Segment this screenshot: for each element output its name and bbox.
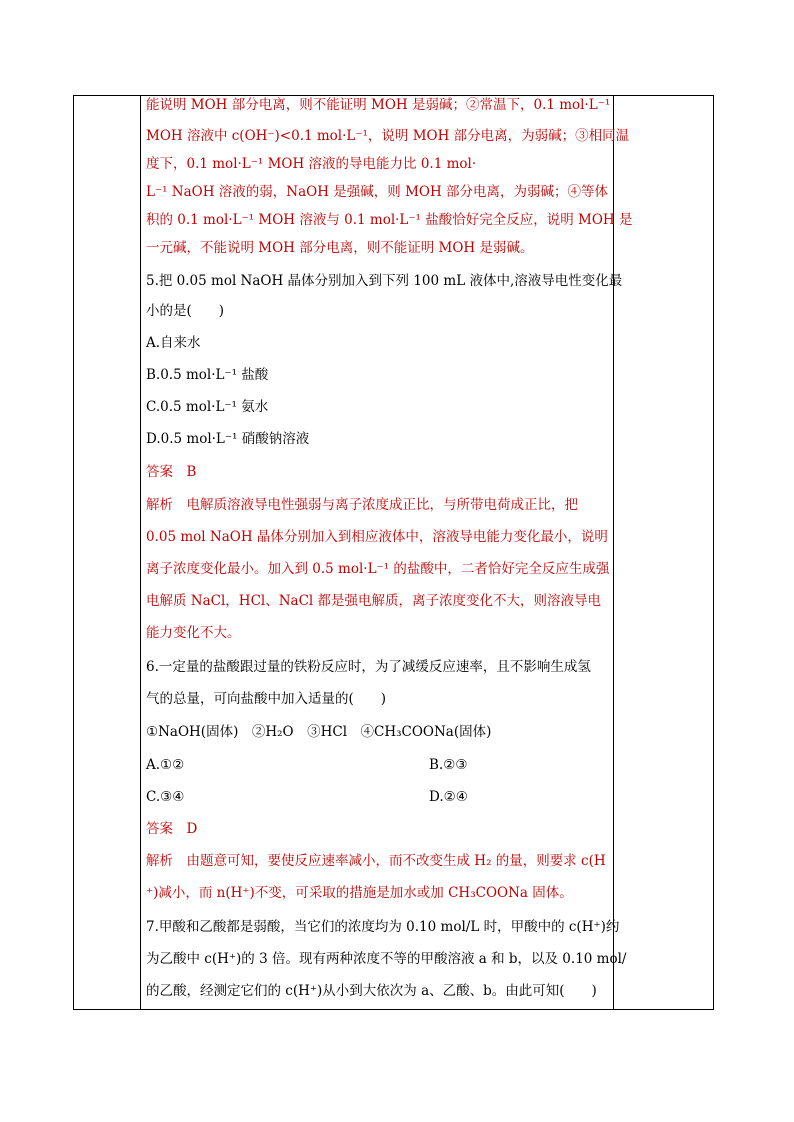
q5-analysis-line: 0.05 mol NaOH 晶体分别加入到相应液体中，溶液导电能力变化最小，说明 — [146, 529, 608, 545]
q5-analysis-line: 能力变化不大。 — [146, 625, 241, 641]
q5-analysis-line: 解析 电解质溶液导电性强弱与离子浓度成正比，与所带电荷成正比，把 — [146, 497, 578, 513]
q6-option-c: C.③④ — [146, 789, 185, 805]
column-divider-left — [140, 96, 141, 1009]
q5-stem-line: 5.把 0.05 mol NaOH 晶体分别加入到下列 100 mL 液体中,溶液导电性变化最 — [146, 273, 623, 289]
q6-option-b: B.②③ — [429, 757, 468, 773]
q4-analysis-line: 积的 0.1 mol·L⁻¹ MOH 溶液与 0.1 mol·L⁻¹ 盐酸恰好完全反应，说明 MOH 是 — [146, 212, 633, 228]
q4-analysis-line: 度下，0.1 mol·L⁻¹ MOH 溶液的导电能力比 0.1 mol· — [146, 156, 477, 172]
q6-analysis-line: ⁺)减小，而 n(H⁺)不变，可采取的措施是加水或加 CH₃COONa 固体。 — [146, 885, 573, 901]
q6-analysis-line: 解析 由题意可知，要使反应速率减小，而不改变生成 H₂ 的量，则要求 c(H — [146, 853, 606, 869]
q4-analysis-line: 能说明 MOH 部分电离，则不能证明 MOH 是弱碱；②常温下，0.1 mol·L⁻¹ — [146, 97, 611, 113]
q6-option-a: A.①② — [146, 757, 185, 773]
q6-stem-line: 6.一定量的盐酸跟过量的铁粉反应时，为了减缓反应速率，且不影响生成氢 — [146, 659, 591, 675]
q7-stem-line: 为乙酸中 c(H⁺)的 3 倍。现有两种浓度不等的甲酸溶液 a 和 b，以及 0.10 mol/ — [146, 951, 627, 967]
q5-option-d: D.0.5 mol·L⁻¹ 硝酸钠溶液 — [146, 431, 310, 447]
q5-answer: 答案 B — [146, 464, 197, 480]
q6-stem-line: 气的总量，可向盐酸中加入适量的( ) — [146, 691, 387, 707]
q5-analysis-line: 离子浓度变化最小。加入到 0.5 mol·L⁻¹ 的盐酸中，二者恰好完全反应生成强 — [146, 561, 610, 577]
q6-items: ①NaOH(固体) ②H₂O ③HCl ④CH₃COONa(固体) — [146, 724, 492, 740]
q6-option-d: D.②④ — [429, 789, 468, 805]
q6-answer: 答案 D — [146, 821, 198, 837]
q4-analysis-line: MOH 溶液中 c(OH⁻)<0.1 mol·L⁻¹，说明 MOH 部分电离，为弱碱；③相同温 — [146, 128, 630, 144]
q4-analysis-line: 一元碱，不能说明 MOH 部分电离，则不能证明 MOH 是弱碱。 — [146, 240, 534, 256]
q5-option-c: C.0.5 mol·L⁻¹ 氨水 — [146, 399, 269, 415]
q4-analysis-line: L⁻¹ NaOH 溶液的弱，NaOH 是强碱，则 MOH 部分电离，为弱碱；④等体 — [146, 184, 609, 200]
table-frame — [73, 95, 714, 1010]
q5-option-a: A.自来水 — [146, 335, 201, 351]
q5-analysis-line: 电解质 NaCl，HCl、NaCl 都是强电解质，离子浓度变化不大，则溶液导电 — [146, 593, 602, 609]
column-divider-right — [613, 96, 614, 1009]
q7-stem-line: 7.甲酸和乙酸都是弱酸，当它们的浓度均为 0.10 mol/L 时，甲酸中的 c(H⁺)约 — [146, 919, 620, 935]
q5-option-b: B.0.5 mol·L⁻¹ 盐酸 — [146, 367, 269, 383]
q6-options-row-1 — [146, 755, 612, 775]
q5-stem-line: 小的是( ) — [146, 303, 225, 319]
q6-options-row-2 — [146, 787, 612, 807]
q7-stem-line: 的乙酸，经测定它们的 c(H⁺)从小到大依次为 a、乙酸、b。由此可知( ) — [146, 983, 597, 999]
